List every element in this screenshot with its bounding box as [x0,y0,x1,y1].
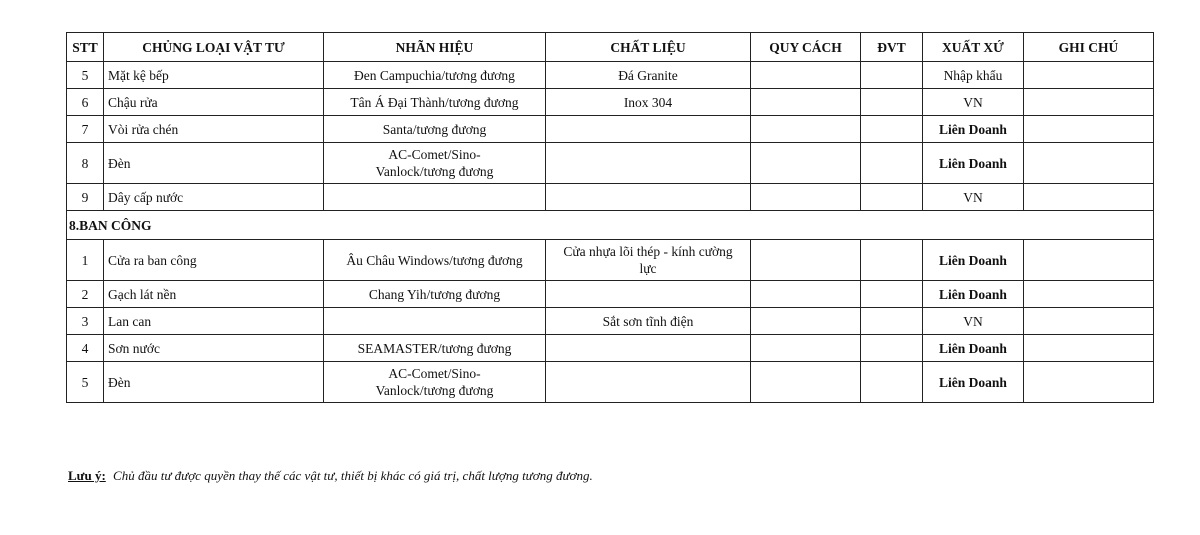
cell-stt: 7 [67,116,104,143]
cell-material: Inox 304 [546,89,751,116]
table-row [67,240,1154,281]
cell-type: Đèn [104,143,324,184]
cell-origin: Liên Doanh [923,281,1024,308]
cell-origin: VN [923,184,1024,211]
cell-brand [324,184,546,211]
cell-unit [861,184,923,211]
cell-note [1024,362,1154,403]
cell-type: Lan can [104,308,324,335]
cell-origin: Liên Doanh [923,240,1024,281]
cell-note [1024,116,1154,143]
cell-brand: SEAMASTER/tương đương [324,335,546,362]
table-row [67,335,1154,362]
cell-origin: VN [923,89,1024,116]
cell-spec [751,89,861,116]
header-origin: XUẤT XỨ [923,33,1024,62]
cell-type: Mặt kệ bếp [104,62,324,89]
cell-origin: VN [923,308,1024,335]
cell-stt: 6 [67,89,104,116]
cell-stt: 8 [67,143,104,184]
cell-type: Gạch lát nền [104,281,324,308]
cell-stt: 1 [67,240,104,281]
table-header [67,33,1154,62]
table-row [67,362,1154,403]
cell-spec [751,362,861,403]
cell-unit [861,143,923,184]
cell-note [1024,89,1154,116]
cell-brand: Santa/tương đương [324,116,546,143]
cell-material: Cửa nhựa lõi thép - kính cường lực [546,240,751,281]
cell-note [1024,281,1154,308]
header-unit: ĐVT [861,33,923,62]
cell-origin: Liên Doanh [923,116,1024,143]
cell-stt: 9 [67,184,104,211]
cell-origin: Nhập khẩu [923,62,1024,89]
footnote-label: Lưu ý: [68,468,106,483]
cell-note [1024,308,1154,335]
cell-type: Đèn [104,362,324,403]
header-note: GHI CHÚ [1024,33,1154,62]
cell-unit [861,308,923,335]
cell-material [546,362,751,403]
materials-table [66,32,1154,403]
cell-material [546,143,751,184]
cell-spec [751,62,861,89]
cell-stt: 4 [67,335,104,362]
cell-material [546,116,751,143]
cell-spec [751,281,861,308]
cell-brand: AC-Comet/Sino-Vanlock/tương đương [324,362,546,403]
header-brand: NHÃN HIỆU [324,33,546,62]
table-row [67,308,1154,335]
header-type: CHỦNG LOẠI VẬT TƯ [104,33,324,62]
cell-brand: Đen Campuchia/tương đương [324,62,546,89]
cell-spec [751,240,861,281]
cell-brand: Âu Châu Windows/tương đương [324,240,546,281]
cell-spec [751,308,861,335]
cell-unit [861,335,923,362]
table-row [67,281,1154,308]
cell-note [1024,240,1154,281]
cell-spec [751,184,861,211]
cell-type: Sơn nước [104,335,324,362]
cell-unit [861,89,923,116]
cell-note [1024,62,1154,89]
cell-brand: Chang Yih/tương đương [324,281,546,308]
cell-material [546,281,751,308]
cell-type: Chậu rửa [104,89,324,116]
footnote [68,468,593,484]
header-stt: STT [67,33,104,62]
cell-type: Vòi rửa chén [104,116,324,143]
table-row [67,62,1154,89]
cell-type: Cửa ra ban công [104,240,324,281]
materials-table-container [66,32,1153,403]
footnote-text: Chủ đầu tư được quyền thay thế các vật tư, thiết bị khác có giá trị, chất lượng tương đương. [113,468,593,483]
cell-origin: Liên Doanh [923,362,1024,403]
section-title: 8.BAN CÔNG [67,211,1154,240]
cell-note [1024,184,1154,211]
cell-unit [861,362,923,403]
header-spec: QUY CÁCH [751,33,861,62]
cell-unit [861,62,923,89]
cell-material: Sắt sơn tĩnh điện [546,308,751,335]
table-row [67,89,1154,116]
cell-unit [861,240,923,281]
cell-brand [324,308,546,335]
table-row [67,116,1154,143]
cell-origin: Liên Doanh [923,335,1024,362]
cell-note [1024,143,1154,184]
section-row [67,211,1154,240]
cell-note [1024,335,1154,362]
table-row [67,143,1154,184]
cell-stt: 3 [67,308,104,335]
cell-type: Dây cấp nước [104,184,324,211]
cell-material: Đá Granite [546,62,751,89]
cell-stt: 5 [67,62,104,89]
cell-brand: Tân Á Đại Thành/tương đương [324,89,546,116]
table-row [67,184,1154,211]
cell-stt: 5 [67,362,104,403]
cell-spec [751,116,861,143]
cell-brand: AC-Comet/Sino-Vanlock/tương đương [324,143,546,184]
cell-material [546,335,751,362]
cell-material [546,184,751,211]
cell-unit [861,281,923,308]
cell-spec [751,335,861,362]
cell-stt: 2 [67,281,104,308]
cell-spec [751,143,861,184]
cell-unit [861,116,923,143]
header-material: CHẤT LIỆU [546,33,751,62]
cell-origin: Liên Doanh [923,143,1024,184]
